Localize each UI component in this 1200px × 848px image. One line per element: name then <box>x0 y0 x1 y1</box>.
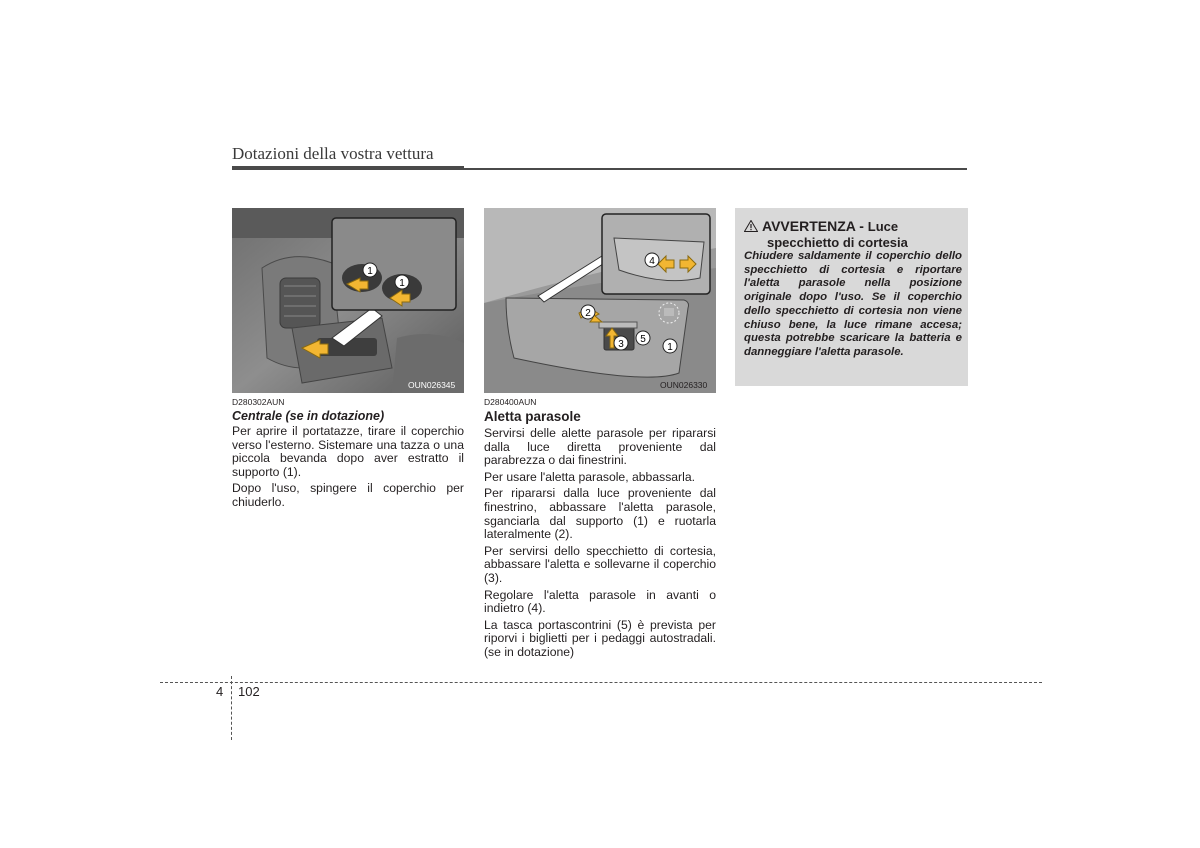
warning-text: Chiudere saldamente il coperchio dello specchietto di cortesia e riportare l'aletta parasole nella posizione originale dopo l'uso. Se il coperchio dello specchietto di cortesia non viene chiuso bene, la luce rimane accesa; questa potrebbe scaricare la batteria e danneggiare l'aletta parasole. <box>744 250 962 358</box>
cupholder-figure <box>232 208 464 393</box>
callout-4: 4 <box>649 256 655 267</box>
figure-code: OUN026330 <box>660 380 708 390</box>
callout-2: 2 <box>585 308 591 319</box>
heading-sunvisor: Aletta parasole <box>484 409 581 424</box>
footer-dashed-divider <box>231 676 232 740</box>
callout-5: 5 <box>640 334 646 345</box>
figure-code: OUN026345 <box>408 380 456 390</box>
page-number: 102 <box>238 684 260 699</box>
paragraph: La tasca portascontrini (5) è prevista per riporvi i biglietti per i pedaggi autostradali. (se in dotazione) <box>484 617 716 659</box>
callout-1a: 1 <box>367 266 373 277</box>
warning-title-line2: specchietto di cortesia <box>767 235 908 250</box>
sunvisor-figure <box>484 208 716 393</box>
callout-3: 3 <box>618 339 624 350</box>
subheading-cupholder: Centrale (se in dotazione) <box>232 409 385 423</box>
section-code: D280400AUN <box>484 397 537 407</box>
header-rule-thick <box>232 166 464 170</box>
warning-triangle-icon <box>744 220 758 232</box>
header-rule-thin <box>464 168 967 170</box>
chapter-number: 4 <box>216 684 224 699</box>
page-header-title: Dotazioni della vostra vettura <box>232 144 434 163</box>
paragraph: Per ripararsi dalla luce proveniente dal finestrino, abbassare l'aletta parasole, sganciarla dal supporto (1) e ruotarla lateralmente (2). <box>484 486 716 542</box>
warning-title-sub: Luce <box>867 219 899 234</box>
callout-1b: 1 <box>399 278 405 289</box>
paragraph: Dopo l'uso, spingere il coperchio per chiuderlo. <box>232 481 464 509</box>
footer-dashed-rule <box>160 682 1042 683</box>
paragraph: Per servirsi dello specchietto di cortesia, abbassare l'aletta e sollevarne il coperchio (3). <box>484 543 716 585</box>
section-code: D280302AUN <box>232 397 285 407</box>
cupholder-body <box>232 425 464 513</box>
warning-title <box>744 218 898 234</box>
paragraph: Per aprire il portatazze, tirare il coperchio verso l'esterno. Sistemare una tazza o una piccola bevanda dopo aver estratto il supporto (1). <box>232 424 464 479</box>
paragraph: Per usare l'aletta parasole, abbassarla. <box>484 469 695 484</box>
warning-title-main: AVVERTENZA - <box>762 218 868 234</box>
paragraph: Regolare l'aletta parasole in avanti o indietro (4). <box>484 587 716 616</box>
sunvisor-body <box>484 427 716 663</box>
paragraph: Servirsi delle alette parasole per ripararsi dalla luce diretta proveniente dal parabrezza o dai finestrini. <box>484 426 716 468</box>
callout-1: 1 <box>667 342 673 353</box>
